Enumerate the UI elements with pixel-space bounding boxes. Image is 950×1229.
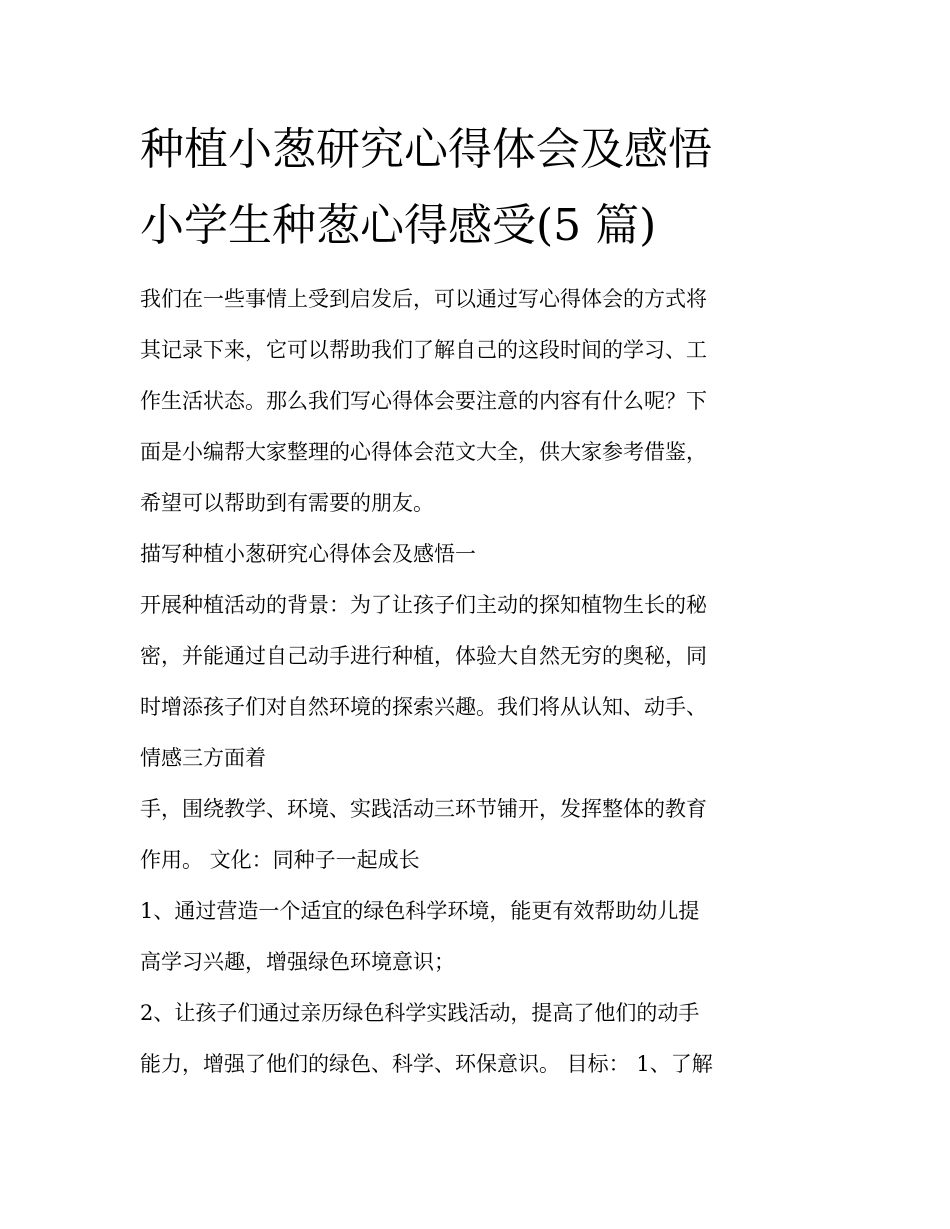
body-line: 时增添孩子们对自然环境的探索兴趣。我们将从认知、动手、 [140, 695, 707, 719]
body-line: 我们在一些事情上受到启发后，可以通过写心得体会的方式将 [140, 287, 707, 311]
document-body [140, 274, 820, 1090]
body-line: 面是小编帮大家整理的心得体会范文大全，供大家参考借鉴， [140, 440, 707, 464]
body-line: 希望可以帮助到有需要的朋友。 [140, 491, 434, 515]
body-line: 其记录下来，它可以帮助我们了解自己的这段时间的学习、工 [140, 338, 707, 362]
document-title [140, 112, 820, 264]
body-line: 2、让孩子们通过亲历绿色科学实践活动，提高了他们的动手 [140, 1001, 700, 1025]
body-line: 作生活状态。那么我们写心得体会要注意的内容有什么呢？下 [140, 389, 707, 413]
body-line: 1、通过营造一个适宜的绿色科学环境，能更有效帮助幼儿提 [140, 899, 700, 923]
section-heading: 描写种植小葱研究心得体会及感悟一 [140, 542, 476, 566]
body-line: 高学习兴趣，增强绿色环境意识； [140, 950, 455, 974]
body-line: 能力，增强了他们的绿色、科学、环保意识。 目标： 1、了解 [140, 1052, 713, 1076]
body-line: 作用。 文化：同种子一起成长 [140, 848, 420, 872]
body-line: 开展种植活动的背景：为了让孩子们主动的探知植物生长的秘 [140, 593, 707, 617]
body-line: 情感三方面着 [140, 746, 266, 770]
title-line: 小学生种葱心得感受(5 篇) [140, 200, 657, 251]
body-line: 密，并能通过自己动手进行种植，体验大自然无穷的奥秘，同 [140, 644, 707, 668]
document-content [140, 112, 820, 1090]
title-line: 种植小葱研究心得体会及感悟 [140, 124, 712, 175]
body-line: 手，围绕教学、环境、实践活动三环节铺开，发挥整体的教育 [140, 797, 707, 821]
